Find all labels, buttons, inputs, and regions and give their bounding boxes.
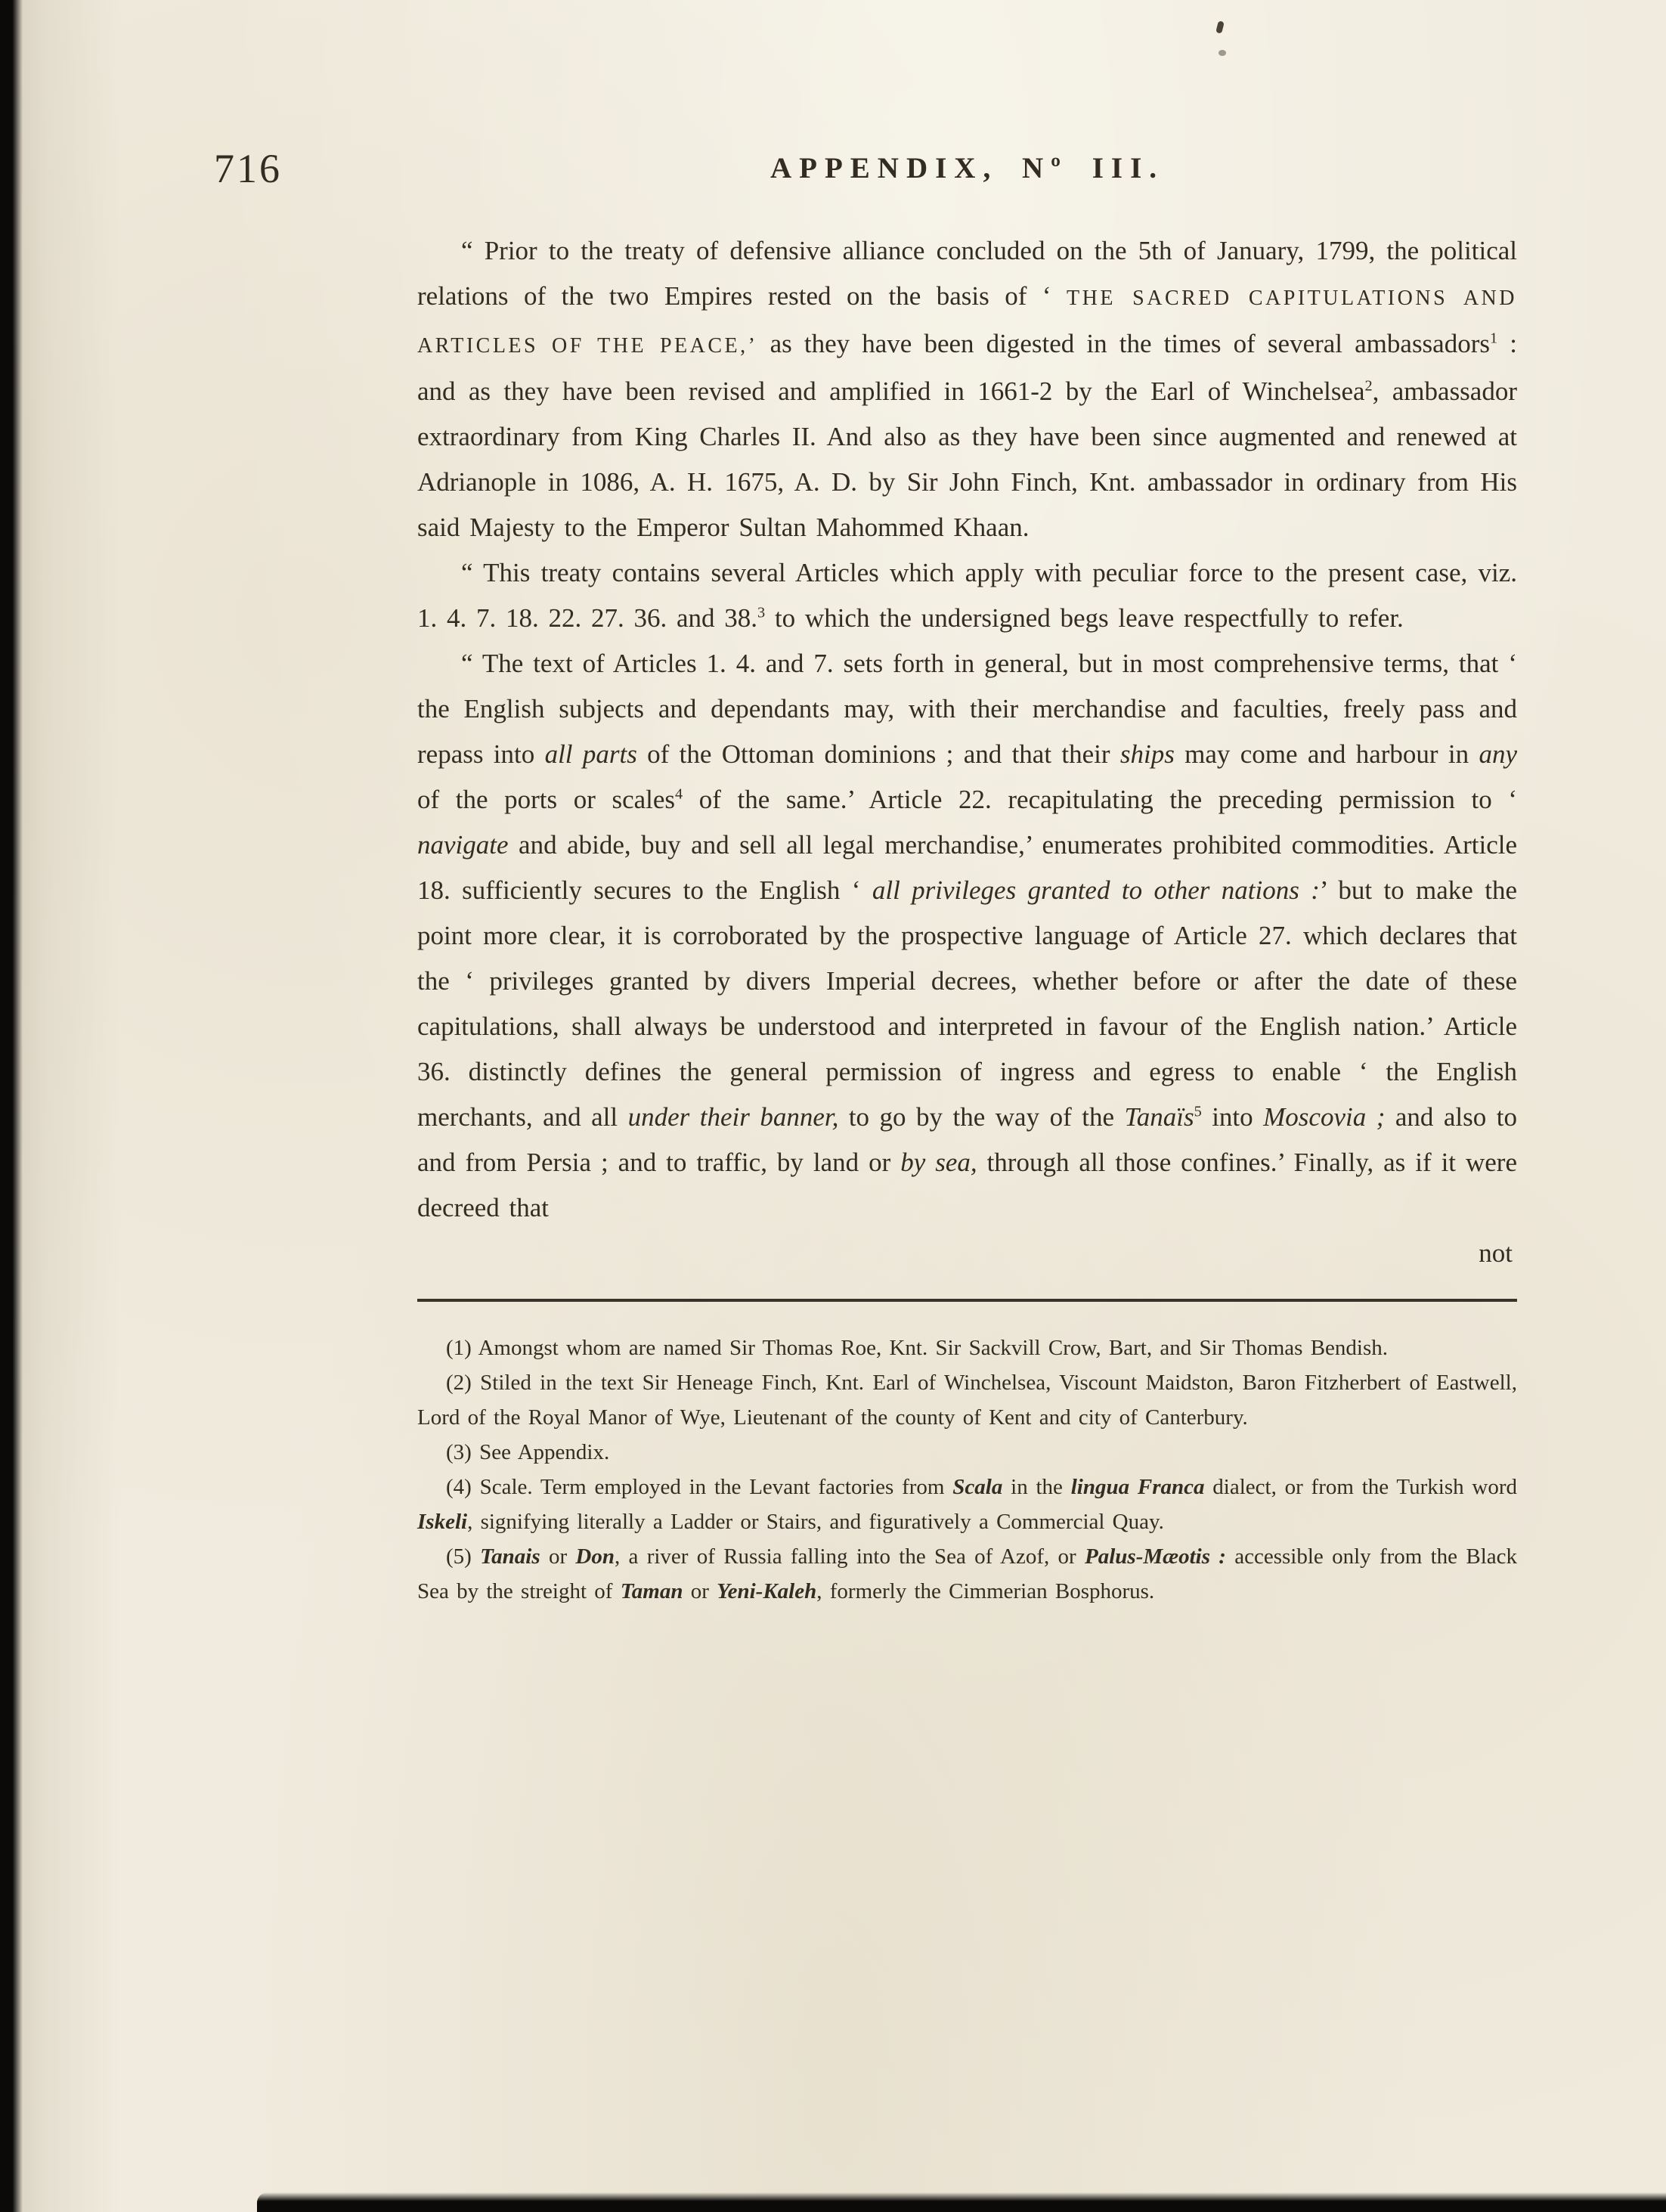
italic-text: Iskeli: [417, 1510, 468, 1534]
text-run: and also to and from Persia ; and to traffic, by land or: [417, 1102, 1517, 1177]
footnote: [417, 1365, 1517, 1435]
running-header: APPENDIX, Nº III.: [770, 152, 1165, 184]
scan-speck: [1219, 50, 1226, 56]
italic-text: Don: [575, 1544, 615, 1569]
italic-text: Palus-Mæotis :: [1085, 1544, 1226, 1569]
italic-text: all privileges granted to other nations :: [872, 875, 1320, 905]
text-run: to go by the way of the: [838, 1102, 1125, 1132]
text-run: (3) See Appendix.: [446, 1440, 610, 1464]
italic-text: Tanaïs: [1124, 1102, 1194, 1132]
italic-text: Taman: [620, 1579, 683, 1603]
text-run: dialect, or from the Turkish word: [1204, 1475, 1517, 1499]
catchword: not: [1479, 1238, 1513, 1268]
text-block: [417, 228, 1517, 1609]
text-run: of the Ottoman dominions ; and that their: [636, 739, 1120, 769]
italic-text: all parts: [544, 739, 637, 769]
text-run: , a river of Russia falling into the Sea of Azof, or: [615, 1544, 1085, 1569]
italic-text: under their banner,: [627, 1102, 839, 1132]
text-run: “ Prior to the treaty of defensive alliance concluded on the 5th of January, 1799, the political relations of the two Empires rested on the basis of ‘: [417, 236, 1517, 311]
text-run: of the ports or scales: [417, 785, 676, 814]
footnote-ref: 1: [1490, 330, 1498, 347]
text-run: “ This treaty contains several Articles which apply with peculiar force to the present case, viz. 1. 4. 7. 18. 22. 27. 36. and 38.: [417, 558, 1517, 633]
paragraph: [417, 228, 1517, 550]
footnote-ref: 2: [1364, 377, 1373, 395]
text-run: : and as they have been revised and amplified in 1661-2 by the Earl of Winchelsea: [417, 329, 1517, 406]
paragraph: [417, 641, 1517, 1231]
footnote: [417, 1331, 1517, 1365]
text-run: , ambassador extraordinary from King Charles II. And also as they have been since augmented and renewed at Adrianople in 1086, A. H. 1675, A. D. by Sir John Finch, Knt. ambassador in ordinary from His said Majesty to the Emperor Sultan Mahommed Khaan.: [417, 376, 1517, 542]
footnotes-section: [417, 1331, 1517, 1609]
text-run: (5): [446, 1544, 481, 1569]
paragraph: [417, 550, 1517, 641]
text-run: , formerly the Cimmerian Bosphorus.: [816, 1579, 1155, 1603]
italic-text: Yeni-Kaleh: [717, 1579, 817, 1603]
text-run: or: [683, 1579, 717, 1603]
text-run: to which the undersigned begs leave respectfully to refer.: [765, 603, 1404, 633]
footnote: [417, 1435, 1517, 1470]
italic-text: navigate: [417, 830, 509, 860]
text-run: may come and harbour in: [1174, 739, 1479, 769]
text-run: and abide, buy and sell all legal merchandise,’ enumerates prohibited commodities. Article 18. sufficiently secures to the English ‘: [417, 830, 1517, 905]
text-run: (1) Amongst whom are named Sir Thomas Roe, Knt. Sir Sackvill Crow, Bart, and Sir Thomas Bendish.: [446, 1336, 1389, 1360]
scan-edge-bottom: [257, 2192, 1666, 2212]
italic-text: Scala: [952, 1475, 1003, 1499]
body-paragraphs: [417, 228, 1517, 1231]
italic-text: Tanais: [480, 1544, 540, 1569]
text-run: or: [540, 1544, 576, 1569]
text-run: (2) Stiled in the text Sir Heneage Finch, Knt. Earl of Winchelsea, Viscount Maidston, Baron Fitzherbert of Eastwell, Lord of the Royal Manor of Wye, Lieutenant of the county of Kent and city of Canterbury.: [417, 1371, 1517, 1430]
footnote: [417, 1539, 1517, 1609]
footnote-ref: 3: [757, 604, 766, 621]
scan-speck: [1215, 20, 1225, 33]
footnote-rule: [417, 1299, 1517, 1302]
text-run: ’ but to make the point more clear, it is corroborated by the prospective language of Article 27. which declares that the ‘ privileges granted by divers Imperial decrees, whether before or after the date of these capitulations, shall always be understood and interpreted in favour of the English nation.’ Article 36. distinctly defines the general permission of ingress and egress to enable ‘ the English merchants, and all: [417, 875, 1517, 1132]
text-run: , signifying literally a Ladder or Stairs, and figuratively a Commercial Quay.: [467, 1510, 1164, 1534]
text-run: accessible only from the Black Sea by the streight of: [417, 1544, 1517, 1603]
scan-edge-left: [0, 0, 23, 2212]
text-run: in the: [1002, 1475, 1071, 1499]
italic-text: ships: [1119, 739, 1175, 769]
italic-text: any: [1479, 739, 1517, 769]
italic-text: by sea,: [900, 1148, 977, 1177]
page-number: 716: [214, 146, 282, 191]
footnote-ref: 5: [1194, 1103, 1202, 1120]
text-run: through all those confines.’ Finally, as if it were decreed that: [417, 1148, 1517, 1222]
footnote: [417, 1470, 1517, 1539]
footnote-ref: 4: [675, 785, 683, 803]
text-run: “ The text of Articles 1. 4. and 7. sets forth in general, but in most comprehensive terms, that ‘ the English subjects and dependants may, with their merchandise and faculties, freely pass and repass into: [417, 649, 1517, 769]
text-run: of the same.’ Article 22. recapitulating the preceding permission to ‘: [683, 785, 1517, 814]
text-run: (4) Scale. Term employed in the Levant factories from: [446, 1475, 953, 1499]
italic-text: lingua Franca: [1070, 1475, 1205, 1499]
text-run: as they have been digested in the times of several ambassadors: [757, 329, 1490, 358]
small-caps-text: THE SACRED CAPITULATIONS AND ARTICLES OF THE PEACE,’: [417, 287, 1517, 358]
italic-text: Moscovia ;: [1263, 1102, 1386, 1132]
text-run: into: [1201, 1102, 1264, 1132]
